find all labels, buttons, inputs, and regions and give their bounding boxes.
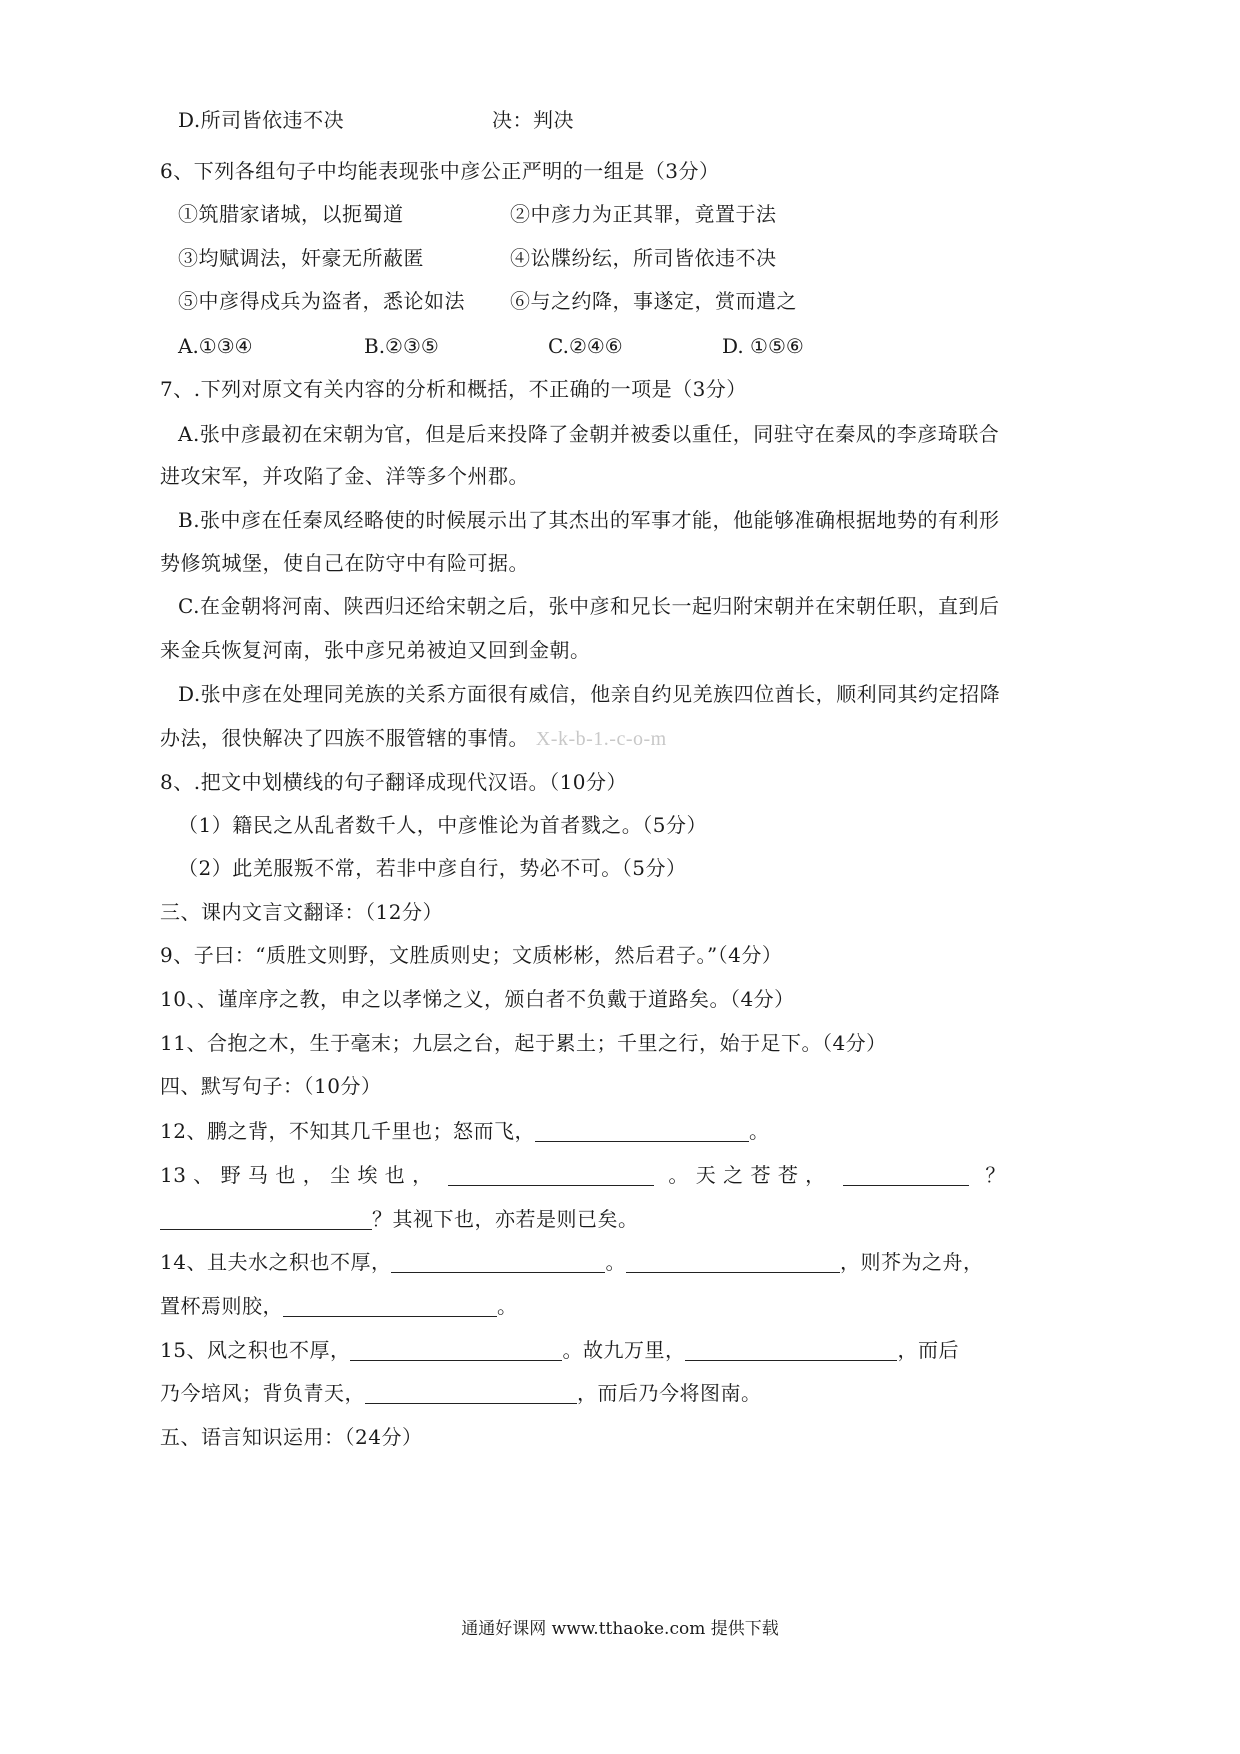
q15-text-a: 15、风之积也不厚， [160,1338,351,1362]
q6-item-1: ①筑腊家诸城，以扼蜀道 [178,202,404,226]
q14-text-b: 。 [605,1250,626,1274]
q15-line2 [160,1379,762,1407]
section-3-heading: 三、课内文言文翻译：（12分） [160,900,443,924]
answer-blank[interactable] [160,1209,372,1230]
q14-text-c: ，则芥为之舟， [839,1250,984,1274]
q13-text-d: ？其视下也，亦若是则已矣。 [372,1207,639,1231]
q12-end: 。 [748,1119,770,1143]
q14-line1 [160,1248,983,1276]
section-5-heading: 五、语言知识运用：（24分） [160,1425,423,1449]
q13-line1 [160,1161,1006,1189]
watermark: X-k-b-1.-c-o-m [535,728,667,750]
q14-line2 [160,1292,518,1320]
q13-text-a: 13 、 野 马 也 ， 尘 埃 也 ， [160,1163,433,1187]
q13-text-c: ？ [985,1163,1006,1187]
answer-blank[interactable] [626,1252,840,1273]
q15-line1 [160,1336,959,1364]
answer-blank[interactable] [843,1165,969,1186]
q6-item-5: ⑤中彦得戍兵为盗者，悉论如法 [178,289,465,313]
q6-item-3: ③均赋调法，奸豪无所蔽匿 [178,246,424,270]
q6-option-c: C.②④⑥ [548,334,623,358]
q6-item-6: ⑥与之约降，事遂定，赏而遣之 [510,289,797,313]
answer-blank[interactable] [350,1340,562,1361]
answer-blank[interactable] [365,1383,577,1404]
q12 [160,1117,769,1145]
q12-text: 12、鹏之背，不知其几千里也；怒而飞， [160,1119,535,1143]
q14-text-a: 14、且夫水之积也不厚， [160,1250,392,1274]
q7-option-b-line1: B.张中彦在任秦凤经略使的时候展示出了其杰出的军事才能，他能够准确根据地势的有利形 [178,508,1000,532]
answer-blank[interactable] [283,1296,497,1317]
answer-blank[interactable] [685,1340,897,1361]
q15-text-b: 。故九万里， [562,1338,686,1362]
q15-text-d: 乃今培风；背负青天， [160,1381,365,1405]
q13-line2 [160,1205,639,1233]
q6-option-b: B.②③⑤ [364,334,439,358]
q6-item-2: ②中彦力为正其罪，竟置于法 [510,202,777,226]
q7-option-d-text: 办法，很快解决了四族不服管辖的事情。 [160,726,529,750]
q6-option-a: A.①③④ [178,334,253,358]
q5-option-d-gloss: 决：判决 [492,108,574,132]
q7-option-d-line1: D.张中彦在处理同羌族的关系方面很有威信，他亲自约见羌族四位酋长，顺利同其约定招降 [178,682,1001,706]
q15-text-c: ，而后 [897,1338,959,1362]
q7-option-c-line1: C.在金朝将河南、陕西归还给宋朝之后，张中彦和兄长一起归附宋朝并在宋朝任职，直到后 [178,594,1000,618]
q11: 11、合抱之木，生于毫末；九层之台，起于累土；千里之行，始于足下。（4分） [160,1031,887,1055]
q15-text-e: ，而后乃今将图南。 [577,1381,762,1405]
q14-text-d: 置杯焉则胶， [160,1294,283,1318]
q7-option-b-line2: 势修筑城堡，使自己在防守中有险可据。 [160,551,529,575]
q7-stem: 7、.下列对原文有关内容的分析和概括，不正确的一项是（3分） [160,377,747,401]
section-4-heading: 四、默写句子：（10分） [160,1074,382,1098]
q6-stem: 6、下列各组句子中均能表现张中彦公正严明的一组是（3分） [160,159,720,183]
q7-option-c-line2: 来金兵恢复河南，张中彦兄弟被迫又回到金朝。 [160,638,591,662]
q6-item-4: ④讼牒纷纭，所司皆依违不决 [510,246,777,270]
q10: 10、、谨庠序之教，申之以孝悌之义，颁白者不负戴于道路矣。（4分） [160,987,795,1011]
q5-option-d: D.所司皆依违不决 [178,108,345,132]
q8-sentence-2: （2）此羌服叛不常，若非中彦自行，势必不可。（5分） [178,856,687,880]
answer-blank[interactable] [448,1165,654,1186]
q7-option-a-line1: A.张中彦最初在宋朝为官，但是后来投降了金朝并被委以重任，同驻守在秦凤的李彦琦联合 [178,422,1000,446]
q8-stem: 8、.把文中划横线的句子翻译成现代汉语。（10分） [160,770,628,794]
q6-option-d: D. ①⑤⑥ [722,334,804,358]
q13-text-b: 。 天 之 苍 苍 ， [668,1163,826,1187]
q7-option-d-line2 [160,724,667,753]
q9: 9、子曰：“质胜文则野，文胜质则史；文质彬彬，然后君子。”（4分） [160,943,783,967]
page-footer: 通通好课网 www.tthaoke.com 提供下载 [461,1619,779,1639]
answer-blank[interactable] [535,1121,749,1142]
q7-option-a-line2: 进攻宋军，并攻陷了金、洋等多个州郡。 [160,464,529,488]
q14-text-e: 。 [497,1294,518,1318]
answer-blank[interactable] [391,1252,605,1273]
q8-sentence-1: （1）籍民之从乱者数千人，中彦惟论为首者戮之。（5分） [178,813,707,837]
